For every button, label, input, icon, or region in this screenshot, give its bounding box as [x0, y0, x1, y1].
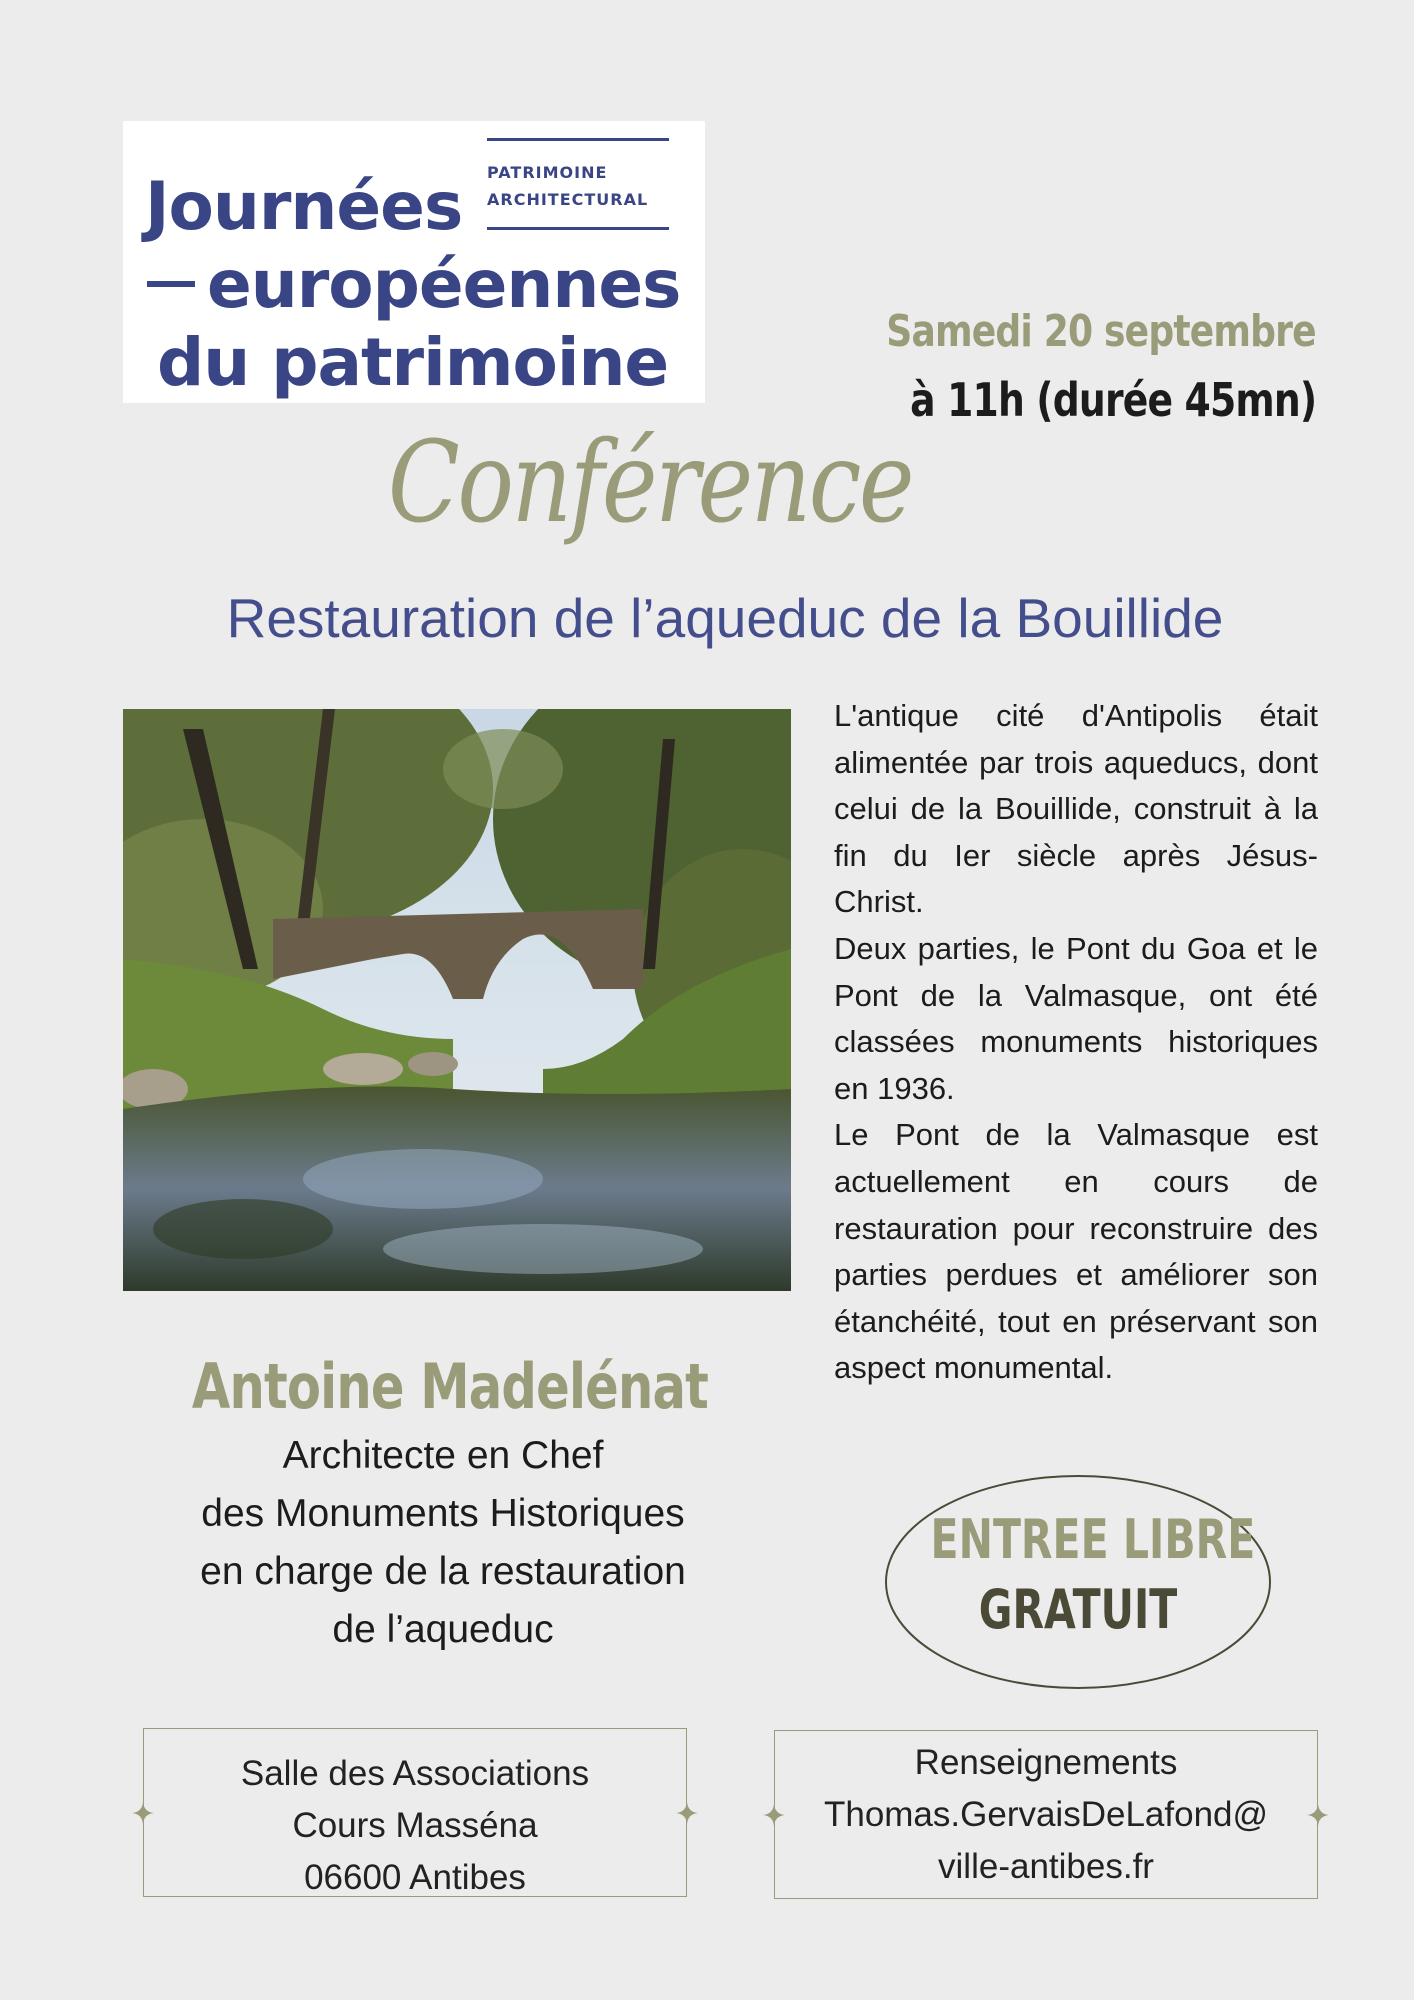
venue-line: Salle des Associations	[240, 1754, 590, 1793]
entry-label: ENTREE LIBRE	[930, 1508, 1256, 1571]
speaker-role	[143, 1427, 743, 1659]
contact-info	[775, 1737, 1317, 1893]
event-subtitle: Restauration de l’aqueduc de la Bouillide	[226, 587, 1224, 649]
entry-price: GRATUIT	[978, 1578, 1178, 1641]
speaker-role-line: Architecte en Chef	[282, 1434, 604, 1477]
description-paragraph: Deux parties, le Pont du Goa et le Pont de la Valmasque, ont été classées monuments historiques en 1936.	[834, 930, 1318, 1106]
venue-address	[144, 1748, 686, 1904]
venue-line: Cours Masséna	[292, 1806, 538, 1845]
contact-email-line[interactable]: Thomas.GervaisDeLafond@	[823, 1795, 1269, 1834]
description-paragraph: Le Pont de la Valmasque est actuellement en cours de restauration pour reconstruire des parties perdues et améliorer son étanchéité, tout en préservant son aspect monumental.	[834, 1117, 1318, 1386]
contact-box	[774, 1730, 1318, 1899]
svg-text:européennes: européennes	[207, 246, 681, 323]
contact-line: Renseignements	[914, 1743, 1178, 1782]
event-date: Samedi 20 septembre	[886, 306, 1316, 357]
event-type-title: Conférence	[387, 418, 913, 548]
venue-line: 06600 Antibes	[304, 1858, 526, 1897]
svg-text:du patrimoine: du patrimoine	[157, 324, 669, 401]
description-paragraph: L'antique cité d'Antipolis était alimentée par trois aqueducs, dont celui de la Bouillide, construit à la fin du Ier siècle après Jésus-Christ.	[834, 698, 1318, 920]
event-description	[834, 693, 1318, 1392]
svg-text:PATRIMOINE: PATRIMOINE	[487, 163, 608, 182]
contact-email-line[interactable]: ville-antibes.fr	[938, 1847, 1154, 1886]
speaker-role-line: en charge de la restauration	[200, 1550, 686, 1593]
venue-box	[143, 1728, 687, 1897]
svg-text:ARCHITECTURAL: ARCHITECTURAL	[487, 190, 649, 209]
event-time: à 11h (durée 45mn)	[909, 373, 1316, 427]
journees-patrimoine-logo	[123, 121, 705, 403]
aqueduct-bridge-photo	[123, 709, 791, 1291]
speaker-role-line: de l’aqueduc	[332, 1608, 554, 1651]
speaker-role-line: des Monuments Historiques	[201, 1492, 685, 1535]
entry-badge	[884, 1474, 1272, 1690]
speaker-name: Antoine Madelénat	[191, 1350, 709, 1423]
svg-text:Journées: Journées	[145, 168, 463, 245]
